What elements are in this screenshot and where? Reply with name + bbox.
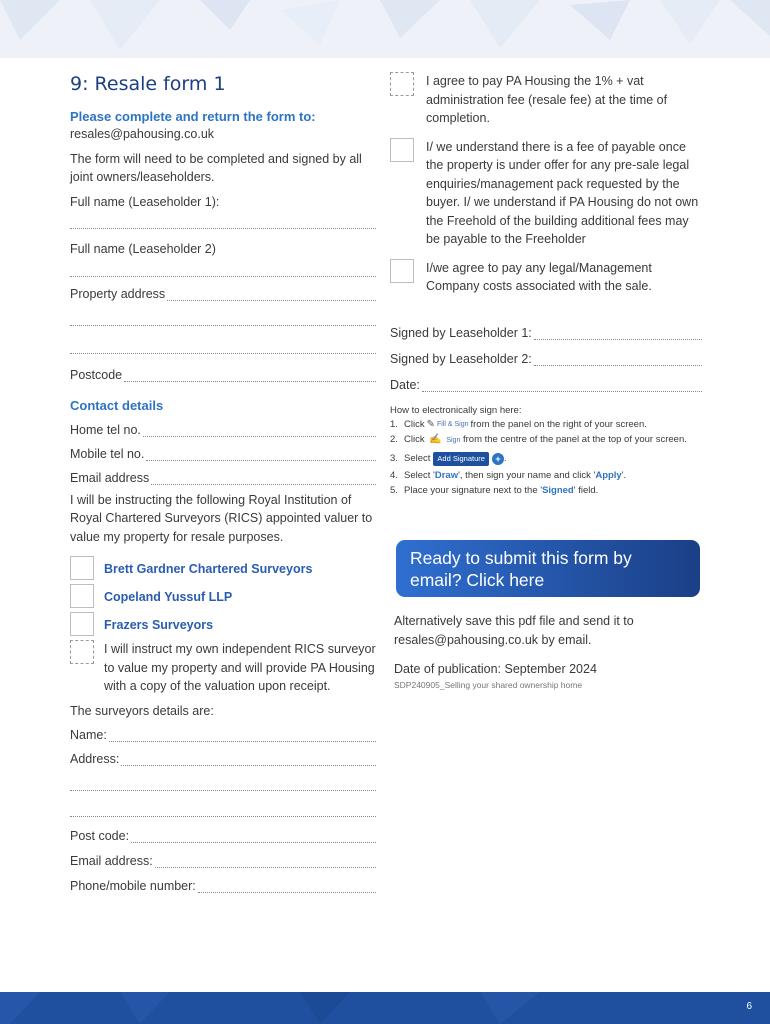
how-to-sign-heading: How to electronically sign here: — [390, 404, 522, 416]
surveyor-phone-row — [70, 879, 376, 893]
surveyor-postcode-label: Post code: — [70, 829, 130, 843]
step-5-text-b: ' field. — [573, 484, 599, 496]
surveyor-3-label: Frazers Surveyors — [104, 618, 214, 632]
email-address-label: Email address — [70, 470, 150, 485]
right-footer-block — [394, 612, 704, 690]
step-2 — [390, 434, 702, 447]
step-5-text-a: Place your signature next to the ' — [404, 484, 543, 496]
surveyor-2-label: Copeland Yussuf LLP — [104, 590, 233, 604]
step-3-text-a: Select — [404, 452, 431, 464]
signed-1-field[interactable] — [534, 328, 702, 340]
own-surveyor-checkbox[interactable] — [70, 640, 94, 664]
step-4-apply: Apply — [595, 469, 622, 481]
surveyor-name-label: Name: — [70, 728, 107, 742]
mobile-tel-label: Mobile tel no. — [70, 446, 145, 461]
footer-pattern — [0, 992, 770, 1024]
surveyor-name-field[interactable] — [109, 730, 376, 742]
agreement-2-checkbox[interactable] — [390, 138, 414, 162]
surveyor-postcode-row — [70, 829, 376, 843]
contact-heading: Contact details — [70, 397, 164, 413]
step-3-text-b: . — [503, 452, 507, 464]
agreement-3-checkbox[interactable] — [390, 259, 414, 283]
agreement-3[interactable] — [390, 259, 702, 296]
agreement-2[interactable] — [390, 138, 702, 249]
step-1-text-b: from the panel on the right of your screen. — [470, 418, 647, 430]
surveyor-phone-field[interactable] — [198, 881, 376, 893]
step-4 — [390, 470, 702, 482]
header-decoration — [0, 0, 770, 58]
signed-2-row — [390, 352, 702, 366]
signed-2-field[interactable] — [534, 354, 702, 366]
surveyor-email-row — [70, 854, 376, 868]
surveyor-postcode-field[interactable] — [131, 831, 376, 843]
step-4-draw: Draw — [434, 469, 459, 481]
surveyor-name-row — [70, 728, 376, 742]
surveyor-phone-label: Phone/mobile number: — [70, 879, 196, 893]
step-3-number: 3. — [390, 452, 398, 464]
add-plus-icon: + — [492, 453, 504, 465]
home-tel-field[interactable] — [143, 425, 376, 437]
postcode-field[interactable] — [124, 370, 376, 382]
step-2-text-b: from the centre of the panel at the top of your screen. — [462, 433, 687, 445]
date-row — [390, 378, 702, 392]
full-name-1-label: Full name (Leaseholder 1): — [70, 194, 220, 209]
alternative-text: Alternatively save this pdf file and send it to resales@pahousing.co.uk by email. — [394, 614, 634, 647]
home-tel-label: Home tel no. — [70, 422, 141, 437]
email-address-field[interactable] — [151, 473, 376, 485]
instruction-text: The form will need to be completed and signed by all joint owners/leaseholders. — [70, 151, 362, 184]
surveyor-option-3[interactable] — [70, 612, 376, 636]
property-address-field[interactable] — [167, 289, 376, 301]
footer-band — [0, 992, 770, 1024]
agreement-1[interactable] — [390, 72, 702, 128]
postcode-label: Postcode — [70, 367, 123, 382]
property-address-line-3[interactable] — [70, 353, 376, 354]
header-pattern — [0, 0, 770, 58]
step-1 — [390, 419, 702, 431]
surveyor-address-row — [70, 752, 376, 766]
own-surveyor-text: I will instruct my own independent RICS surveyor to value my property and will provide PA Housing with a copy of the valuation upon receipt. — [104, 642, 376, 693]
sign-pen-icon: ✍ — [429, 433, 442, 445]
page-number: 6 — [746, 1001, 752, 1012]
fill-and-sign-label: Fill & Sign — [436, 420, 469, 428]
surveyor-1-label: Brett Gardner Chartered Surveyors — [104, 562, 313, 576]
step-2-content — [404, 434, 702, 447]
return-email: resales@pahousing.co.uk — [70, 127, 215, 141]
publication-date: Date of publication: September 2024 — [394, 662, 597, 676]
step-5 — [390, 485, 702, 497]
agreement-2-text: I/ we understand there is a fee of payable once the property is under offer for any pre-sale legal enquiries/management pack requested by the buyer. I/ we understand if PA Housing do not own the Freehold of the building additional fees may be payable to the Freeholder — [426, 139, 699, 246]
step-1-number: 1. — [390, 418, 398, 430]
property-address-line-2[interactable] — [70, 325, 376, 326]
property-address-label: Property address — [70, 286, 166, 301]
document-reference: SDP240905_Selling your shared ownership home — [394, 679, 583, 690]
add-signature-pill: Add Signature — [433, 452, 489, 466]
surveyor-details-heading: The surveyors details are: — [70, 703, 214, 718]
surveyor-option-1[interactable] — [70, 556, 376, 580]
mobile-tel-field[interactable] — [146, 449, 376, 461]
step-4-text-c: '. — [621, 469, 627, 481]
agreement-1-text: I agree to pay PA Housing the 1% + vat administration fee (resale fee) at the time of completion. — [426, 74, 668, 125]
agreement-3-text: I/we agree to pay any legal/Management Company costs associated with the sale. — [426, 260, 652, 293]
surveyor-address-line-3[interactable] — [70, 816, 376, 817]
agreement-1-checkbox[interactable] — [390, 72, 414, 96]
return-heading: Please complete and return the form to: — [70, 109, 316, 124]
full-name-2-field[interactable] — [70, 276, 376, 277]
surveyor-email-field[interactable] — [155, 856, 376, 868]
own-surveyor-option[interactable] — [70, 640, 376, 696]
full-name-1-field[interactable] — [70, 228, 376, 229]
surveyor-1-checkbox[interactable] — [70, 556, 94, 580]
step-4-text-a: Select ' — [404, 469, 435, 481]
step-5-number: 5. — [390, 484, 398, 496]
left-column — [70, 70, 376, 893]
step-2-text-a: Click — [404, 433, 425, 445]
surveyor-address-line-2[interactable] — [70, 790, 376, 791]
signed-1-row — [390, 326, 702, 340]
step-1-text-a: Click — [404, 418, 425, 430]
surveyor-address-field[interactable] — [121, 754, 376, 766]
property-address-row — [70, 287, 376, 301]
right-column — [390, 70, 702, 497]
surveyor-2-checkbox[interactable] — [70, 584, 94, 608]
surveyor-email-label: Email address: — [70, 854, 153, 868]
email-address-row — [70, 471, 376, 485]
signed-1-label: Signed by Leaseholder 1: — [390, 325, 532, 340]
step-2-number: 2. — [390, 433, 398, 445]
page-title: 9: Resale form 1 — [70, 73, 226, 95]
signed-2-label: Signed by Leaseholder 2: — [390, 351, 532, 366]
full-name-2-label: Full name (Leaseholder 2) — [70, 242, 216, 256]
home-tel-row — [70, 423, 376, 437]
rics-text: I will be instructing the following Royal Institution of Royal Chartered Surveyors (RICS) appointed valuer to value my property for resale purposes. — [70, 492, 373, 544]
surveyor-address-label: Address: — [70, 752, 120, 766]
step-5-signed: Signed — [542, 484, 574, 496]
step-3 — [390, 452, 702, 466]
step-4-number: 4. — [390, 469, 398, 481]
step-4-text-b: ', then sign your name and click ' — [458, 469, 596, 481]
mobile-tel-row — [70, 447, 376, 461]
sign-label: Sign — [446, 436, 461, 444]
surveyor-3-checkbox[interactable] — [70, 612, 94, 636]
fill-and-sign-icon: ✎ — [426, 418, 435, 430]
date-field[interactable] — [422, 380, 702, 392]
postcode-row — [70, 368, 376, 382]
submit-by-email-button[interactable]: Ready to submit this form by email? Click here — [396, 540, 700, 597]
date-label: Date: — [390, 377, 420, 392]
surveyor-option-2[interactable] — [70, 584, 376, 608]
